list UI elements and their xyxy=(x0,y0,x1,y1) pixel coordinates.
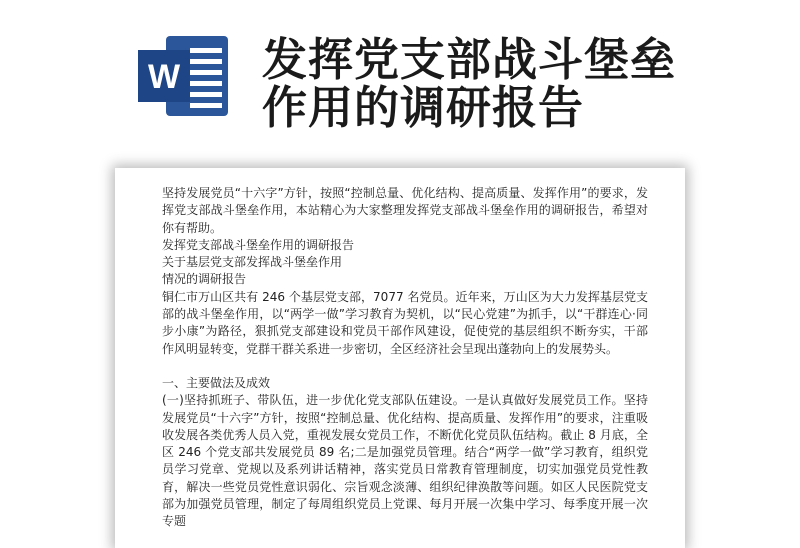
document-page xyxy=(115,168,685,548)
document-body xyxy=(162,185,648,531)
overview-paragraph: 铜仁市万山区共有 246 个基层党支部，7077 名党员。近年来，万山区为大力发挥基层党支部的战斗堡垒作用，以“两学一做”学习教育为契机，以“民心党建”为抓手，以“干群连心·同步小康”为路径，狠抓党支部建设和党员干部作风建设，促使党的基层组织不断夯实，干部作风明显转变，党群干群关系进一步密切，全区经济社会呈现出蓬勃向上的发展势头。 xyxy=(162,289,648,356)
word-document-icon xyxy=(136,34,232,118)
section-heading: 一、主要做法及成效 xyxy=(162,375,271,390)
title-line-2: 作用的调研报告 xyxy=(262,81,585,134)
word-letter: W xyxy=(147,58,181,96)
title-line-1: 发挥党支部战斗堡垒 xyxy=(262,33,677,86)
page-title xyxy=(262,33,782,134)
header-banner xyxy=(0,0,800,160)
intro-paragraph: 坚持发展党员“十六字”方针，按照“控制总量、优化结构、提高质量、发挥作用”的要求，发挥党支部战斗堡垒作用，本站精心为大家整理发挥党支部战斗堡垒作用的调研报告，希望对你有帮助。 xyxy=(162,186,648,235)
blank-line xyxy=(162,358,648,375)
doc-subtitle-line-2: 情况的调研报告 xyxy=(162,272,247,287)
doc-title: 发挥党支部战斗堡垒作用的调研报告 xyxy=(162,237,355,252)
doc-subtitle-line-1: 关于基层党支部发挥战斗堡垒作用 xyxy=(162,255,343,270)
section-paragraph: (一)坚持抓班子、带队伍，进一步优化党支部队伍建设。一是认真做好发展党员工作。坚持发展党员“十六字”方针，按照“控制总量、优化结构、提高质量、发挥作用”的要求，注重吸收发展各类优秀人员入党，重视发展女党员工作，不断优化党员队伍结构。截止 8 月底，全区 246 个党支部共发展党员 89 名;二是加强党员管理。结合“两学一做”学习教育，组织党员学习党章、党规以及系列讲话精神，落实党员日常教育管理制度，切实加强党员党性教育，解决一些党员党性意识弱化、宗旨观念淡薄、组织纪律涣散等问题。如区人民医院党支部为加强党员管理，制定了每周组织党员上党课、每月开展一次集中学习、每季度开展一次专题 xyxy=(162,393,648,529)
